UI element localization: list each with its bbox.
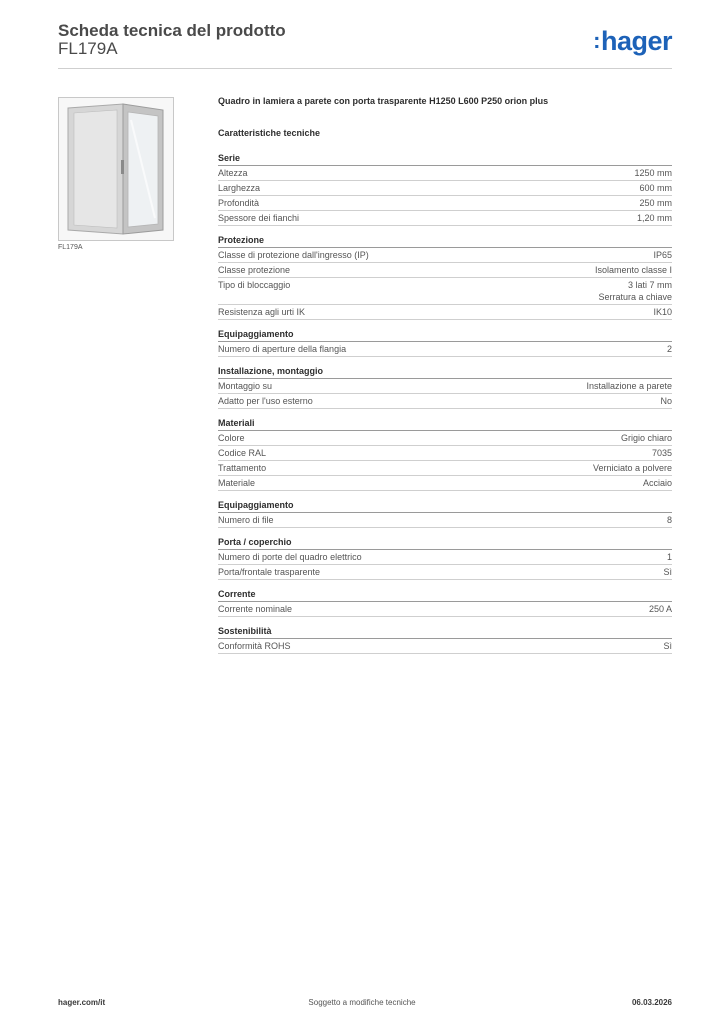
spec-row	[218, 446, 672, 461]
spec-label: Altezza	[218, 168, 248, 178]
spec-value-line: 1	[666, 552, 672, 562]
spec-section	[218, 152, 672, 226]
spec-row	[218, 379, 672, 394]
spec-value	[586, 380, 672, 392]
image-caption: FL179A	[58, 244, 83, 251]
spec-value-line: IK10	[653, 307, 672, 317]
section-title: Corrente	[218, 588, 672, 602]
spec-section	[218, 536, 672, 580]
spec-value-line: No	[660, 396, 672, 406]
header-divider	[58, 68, 672, 69]
spec-value-line: Sì	[663, 641, 672, 651]
spec-row	[218, 278, 672, 305]
footer-website: hager.com/it	[58, 998, 106, 1007]
spec-value-line: Serratura a chiave	[598, 292, 672, 302]
spec-value	[663, 640, 672, 652]
spec-value	[595, 264, 672, 276]
section-title: Serie	[218, 152, 672, 166]
spec-value	[663, 566, 672, 578]
spec-row	[218, 461, 672, 476]
spec-label: Numero di porte del quadro elettrico	[218, 552, 362, 562]
section-title: Equipaggiamento	[218, 499, 672, 513]
spec-label: Classe protezione	[218, 265, 291, 275]
section-title: Materiali	[218, 417, 672, 431]
spec-value	[643, 477, 672, 489]
spec-value-line: 8	[666, 515, 672, 525]
spec-section	[218, 625, 672, 654]
spec-section	[218, 588, 672, 617]
spec-row	[218, 305, 672, 320]
spec-value	[667, 343, 672, 355]
spec-value	[667, 514, 672, 526]
spec-row	[218, 513, 672, 528]
spec-value	[667, 551, 672, 563]
footer-note: Soggetto a modifiche tecniche	[308, 998, 416, 1007]
spec-value	[660, 395, 672, 407]
spec-sections	[218, 152, 672, 654]
spec-row	[218, 431, 672, 446]
section-title: Protezione	[218, 234, 672, 248]
spec-value	[598, 279, 672, 303]
spec-value	[639, 197, 672, 209]
spec-row	[218, 181, 672, 196]
spec-value-line: Grigio chiaro	[620, 433, 672, 443]
spec-row	[218, 476, 672, 491]
product-image	[58, 97, 174, 241]
spec-label: Classe di protezione dall'ingresso (IP)	[218, 250, 369, 260]
spec-value-line: 250 A	[648, 604, 672, 614]
spec-label: Porta/frontale trasparente	[218, 567, 321, 577]
spec-row	[218, 550, 672, 565]
product-description: Quadro in lamiera a parete con porta trasparente H1250 L600 P250 orion plus	[218, 96, 549, 106]
spec-section	[218, 234, 672, 320]
section-title: Sostenibilità	[218, 625, 672, 639]
footer-date: 06.03.2026	[631, 998, 672, 1007]
spec-value	[634, 167, 672, 179]
spec-value-line: IP65	[653, 250, 672, 260]
spec-value	[637, 212, 672, 224]
spec-value	[653, 249, 672, 261]
enclosure-illustration	[59, 98, 173, 240]
section-title: Installazione, montaggio	[218, 365, 672, 379]
spec-label: Resistenza agli urti IK	[218, 307, 306, 317]
spec-label: Spessore dei fianchi	[218, 213, 300, 223]
spec-label: Adatto per l'uso esterno	[218, 396, 313, 406]
spec-row	[218, 196, 672, 211]
spec-content	[218, 95, 672, 662]
spec-value-line: 1,20 mm	[636, 213, 672, 223]
spec-value-line: 1250 mm	[634, 168, 672, 178]
spec-label: Profondità	[218, 198, 260, 208]
spec-section	[218, 499, 672, 528]
spec-value-line: 2	[666, 344, 672, 354]
spec-label: Conformità ROHS	[218, 641, 291, 651]
spec-value	[649, 603, 672, 615]
spec-section	[218, 328, 672, 357]
spec-label: Colore	[218, 433, 245, 443]
spec-value	[593, 462, 672, 474]
spec-value	[639, 182, 672, 194]
spec-row	[218, 342, 672, 357]
spec-row	[218, 263, 672, 278]
spec-value-line: Verniciato a polvere	[592, 463, 672, 473]
spec-row	[218, 394, 672, 409]
spec-value-line: Isolamento classe I	[594, 265, 672, 275]
spec-value-line: 3 lati 7 mm	[627, 280, 672, 290]
section-title: Porta / coperchio	[218, 536, 672, 550]
logo-mark-icon: :	[593, 28, 600, 53]
hager-logo	[593, 26, 672, 57]
spec-label: Larghezza	[218, 183, 261, 193]
characteristics-title: Caratteristiche tecniche	[218, 128, 321, 138]
spec-label: Trattamento	[218, 463, 267, 473]
spec-row	[218, 565, 672, 580]
spec-value-line: 250 mm	[639, 198, 672, 208]
spec-label: Tipo di bloccaggio	[218, 280, 291, 290]
spec-value-line: 7035	[651, 448, 672, 458]
spec-label: Corrente nominale	[218, 604, 293, 614]
spec-value	[621, 432, 672, 444]
spec-value-line: 600 mm	[639, 183, 672, 193]
section-title: Equipaggiamento	[218, 328, 672, 342]
spec-value	[653, 306, 672, 318]
spec-label: Materiale	[218, 478, 256, 488]
spec-row	[218, 248, 672, 263]
spec-value-line: Acciaio	[642, 478, 672, 488]
spec-label: Codice RAL	[218, 448, 267, 458]
spec-section	[218, 365, 672, 409]
spec-row	[218, 166, 672, 181]
spec-label: Montaggio su	[218, 381, 273, 391]
spec-row	[218, 639, 672, 654]
product-code: FL179A	[58, 39, 118, 58]
spec-section	[218, 417, 672, 491]
spec-value-line: Installazione a parete	[586, 381, 672, 391]
logo-text: hager	[600, 26, 672, 56]
spec-row	[218, 211, 672, 226]
page-title: Scheda tecnica del prodotto	[58, 21, 286, 40]
spec-value-line: Sì	[663, 567, 672, 577]
spec-value	[652, 447, 672, 459]
spec-label: Numero di file	[218, 515, 274, 525]
spec-label: Numero di aperture della flangia	[218, 344, 347, 354]
spec-row	[218, 602, 672, 617]
